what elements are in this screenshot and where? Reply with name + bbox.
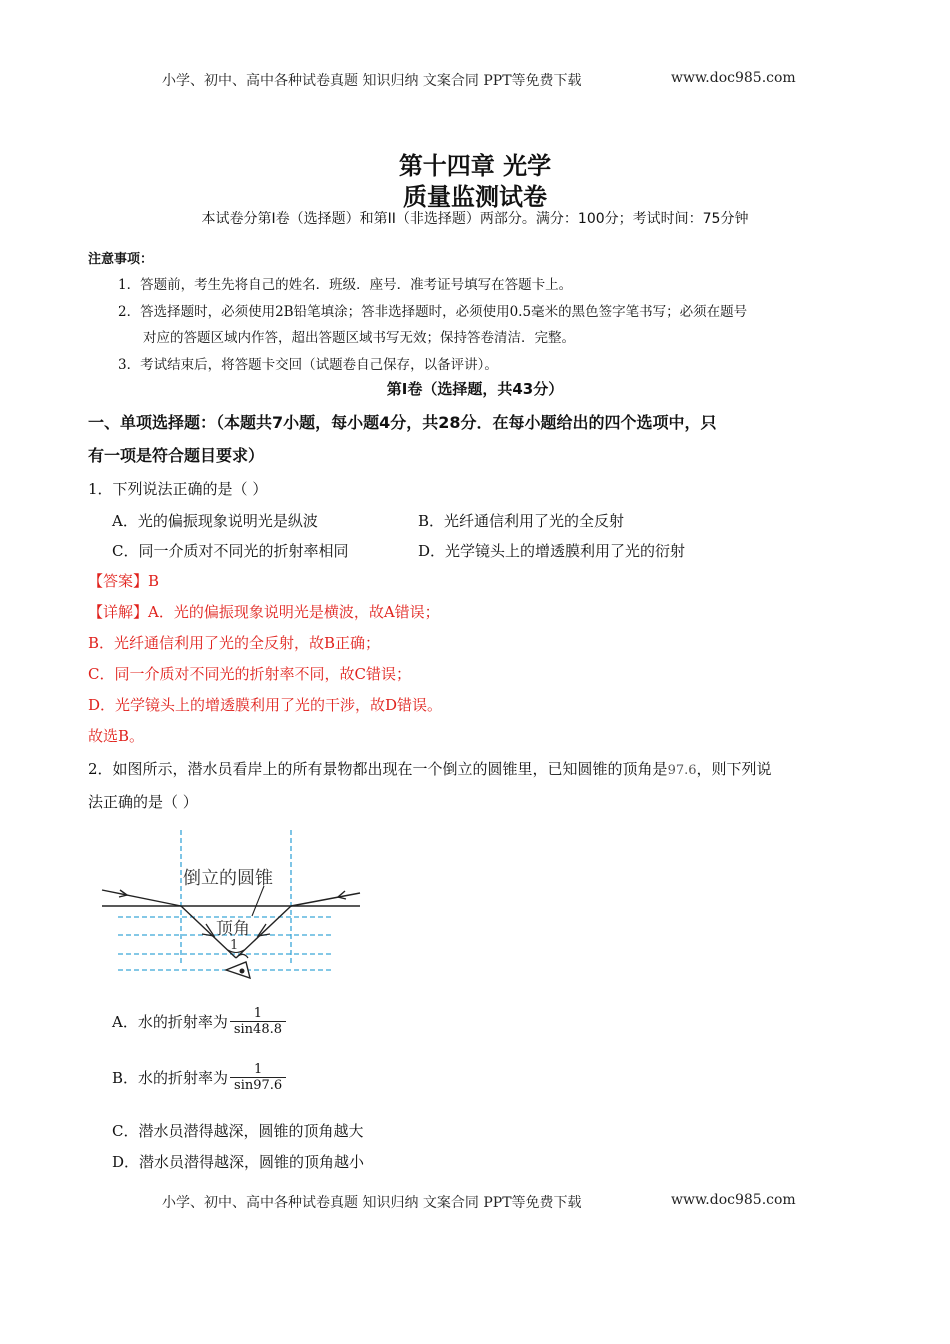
header-url: www.doc985.com [671,70,796,86]
fraction-denominator: sin48.8 [230,1021,286,1037]
q2-option-d: D．潜水员潜得越深，圆锥的顶角越小 [112,1153,365,1171]
q2-option-a [112,1006,286,1037]
q2-option-b [112,1062,286,1093]
q1-stem: 1．下列说法正确的是（ ） [88,480,268,498]
fraction-numerator: 1 [253,1006,263,1021]
label-pointer [252,886,264,916]
q2-stem-cont: 法正确的是（ ） [88,793,198,811]
q2-option-a-prefix: A．水的折射率为 [112,1013,228,1031]
exam-info: 本试卷分第I卷（选择题）和第II（非选择题）两部分。满分：100分；考试时间：75分钟 [201,211,749,227]
notice-item: 对应的答题区域内作答，超出答题区域书写无效；保持答卷清洁．完整。 [143,330,575,346]
q2-option-c: C．潜水员潜得越深，圆锥的顶角越大 [112,1122,364,1140]
arrow-refracted-right [258,924,270,936]
cone-figure [98,828,366,994]
footer-text: 小学、初中、高中各种试卷真题 知识归纳 文案合同 PPT等免费下载 [162,1195,582,1211]
fraction-denominator: sin97.6 [230,1077,286,1093]
q1-detail-text: A．光的偏振现象说明光是横波，故A错误； [148,603,440,621]
q1-option-d: D．光学镜头上的增透膜利用了光的衍射 [418,542,686,560]
section1-heading-cont: 有一项是符合题目要求） [88,446,265,465]
q1-option-c: C．同一介质对不同光的折射率相同 [112,542,349,560]
eyebrow-icon [238,954,248,958]
footer-url: www.doc985.com [671,1192,796,1208]
fraction [230,1062,286,1093]
fig-label-num: 1 [230,938,239,953]
q2-stem-text: 2．如图所示，潜水员看岸上的所有景物都出现在一个倒立的圆锥里，已知圆锥的顶角是 [88,760,668,778]
q2-angle-value: 97.6 [667,763,697,778]
notice-item: 2．答选择题时，必须使用2B铅笔填涂；答非选择题时，必须使用0.5毫米的黑色签字笔书写；必须在题号 [118,304,748,320]
q1-detail-line [88,601,440,622]
arrow-right [338,891,346,899]
notice-item: 3．考试结束后，将答题卡交回（试题卷自己保存，以备评讲）。 [118,357,498,373]
q1-detail-line: D．光学镜头上的增透膜利用了光的干涉，故D错误。 [88,696,443,714]
incident-ray-left [102,890,181,906]
fig-label-cone: 倒立的圆锥 [183,868,273,889]
q1-detail-line: 故选B。 [88,727,145,745]
fig-label-apex: 顶角 [216,919,250,939]
q2-stem [88,758,772,779]
q2-stem-text-end: ，则下列说 [696,760,772,778]
page-title: 第十四章 光学 [398,152,552,180]
incident-ray-right [291,893,360,906]
q1-answer: 【答案】B [88,572,160,590]
arrow-refracted-left [202,924,214,936]
part1-title: 第Ⅰ卷（选择题，共43分） [386,380,564,398]
q1-detail-line: B．光纤通信利用了光的全反射，故B正确； [88,634,381,652]
q1-detail-label: 【详解】 [88,603,149,621]
q1-option-a: A．光的偏振现象说明光是纵波 [112,512,318,530]
section1-heading: 一、单项选择题：（本题共7小题，每小题4分，共28分．在每小题给出的四个选项中，只 [88,413,717,432]
q1-detail-line: C．同一介质对不同光的折射率不同，故C错误； [88,665,411,683]
notice-heading: 注意事项： [88,252,154,267]
q2-option-b-prefix: B．水的折射率为 [112,1069,229,1087]
notice-item: 1．答题前，考生先将自己的姓名．班级．座号．准考证号填写在答题卡上。 [118,277,573,293]
fraction-numerator: 1 [253,1062,263,1077]
fraction [230,1006,286,1037]
pupil-icon [240,969,245,974]
page-subtitle-title: 质量监测试卷 [403,183,547,211]
q1-option-b: B．光纤通信利用了光的全反射 [418,512,625,530]
eye-icon [226,962,250,978]
header-text: 小学、初中、高中各种试卷真题 知识归纳 文案合同 PPT等免费下载 [162,73,582,89]
